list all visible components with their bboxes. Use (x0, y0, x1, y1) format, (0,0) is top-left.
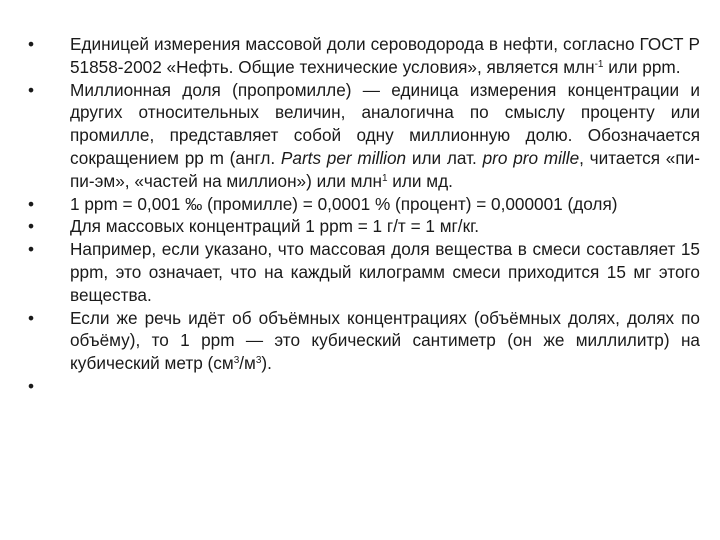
bullet-text (70, 375, 700, 398)
bullet-dot-icon: • (28, 79, 35, 100)
text-segment: или ppm. (603, 56, 681, 77)
bullet-text (70, 238, 700, 306)
text-segment: ). (261, 353, 272, 374)
superscript: -1 (594, 58, 604, 70)
text-segment: Единицей измерения массовой доли сероводорода в нефти, согласно ГОСТ Р 51858-2002 «Нефть. Общие технические условия», является млн (70, 34, 700, 77)
text-segment: /м (239, 353, 256, 374)
bullet-item (28, 307, 700, 375)
bullet-item (28, 193, 700, 216)
bullet-dot-icon: • (28, 307, 35, 328)
bullet-dot-icon: • (28, 34, 35, 54)
bullet-text (70, 33, 700, 79)
bullet-text (70, 307, 700, 375)
superscript: 3 (255, 355, 262, 367)
italic-text: Parts per million (280, 147, 407, 168)
text-segment: Для массовых концентраций 1 ppm = 1 г/т = 1 мг/кг. (70, 216, 480, 237)
bullet-item (28, 33, 700, 79)
bullet-item (28, 375, 700, 398)
text-segment: или лат. (406, 147, 483, 168)
bullet-dot-icon: • (28, 193, 35, 214)
text-segment: или мд. (387, 170, 453, 191)
bullet-text (70, 193, 700, 216)
bullet-dot-icon: • (28, 239, 35, 260)
bullet-dot-icon: • (28, 375, 35, 396)
bullet-item (28, 238, 700, 306)
bullet-item (28, 215, 700, 238)
bullet-list (28, 33, 700, 398)
superscript: 1 (381, 172, 388, 184)
text-segment: Миллионная доля (пропромилле) — единица измерения концентрации и других относительных величин, аналогична по смыслу проценту или промилле, представляет собой одну миллионную долю. Обозначается сокращением pp m (англ. (70, 79, 700, 168)
bullet-text (70, 79, 700, 193)
bullet-text (70, 215, 700, 238)
superscript: 3 (233, 355, 240, 367)
text-segment: , читается «пи-пи-эм», «частей на миллион») или млн (70, 147, 700, 191)
text-segment: 1 ppm = 0,001 ‰ (промилле) = 0,0001 % (процент) = 0,000001 (доля) (70, 193, 618, 214)
italic-text: pro pro mille (482, 147, 580, 168)
text-segment: Например, если указано, что массовая доля вещества в смеси составляет 15 ppm, это означает, что на каждый килограмм смеси приходится 15 мг этого вещества. (70, 239, 700, 305)
bullet-dot-icon: • (28, 216, 35, 237)
bullet-item (28, 79, 700, 193)
text-segment: Если же речь идёт об объёмных концентрациях (объёмных долях, долях по объёму), то 1 ppm — это кубический сантиметр (он же миллилитр) на кубический метр (см (70, 307, 700, 374)
